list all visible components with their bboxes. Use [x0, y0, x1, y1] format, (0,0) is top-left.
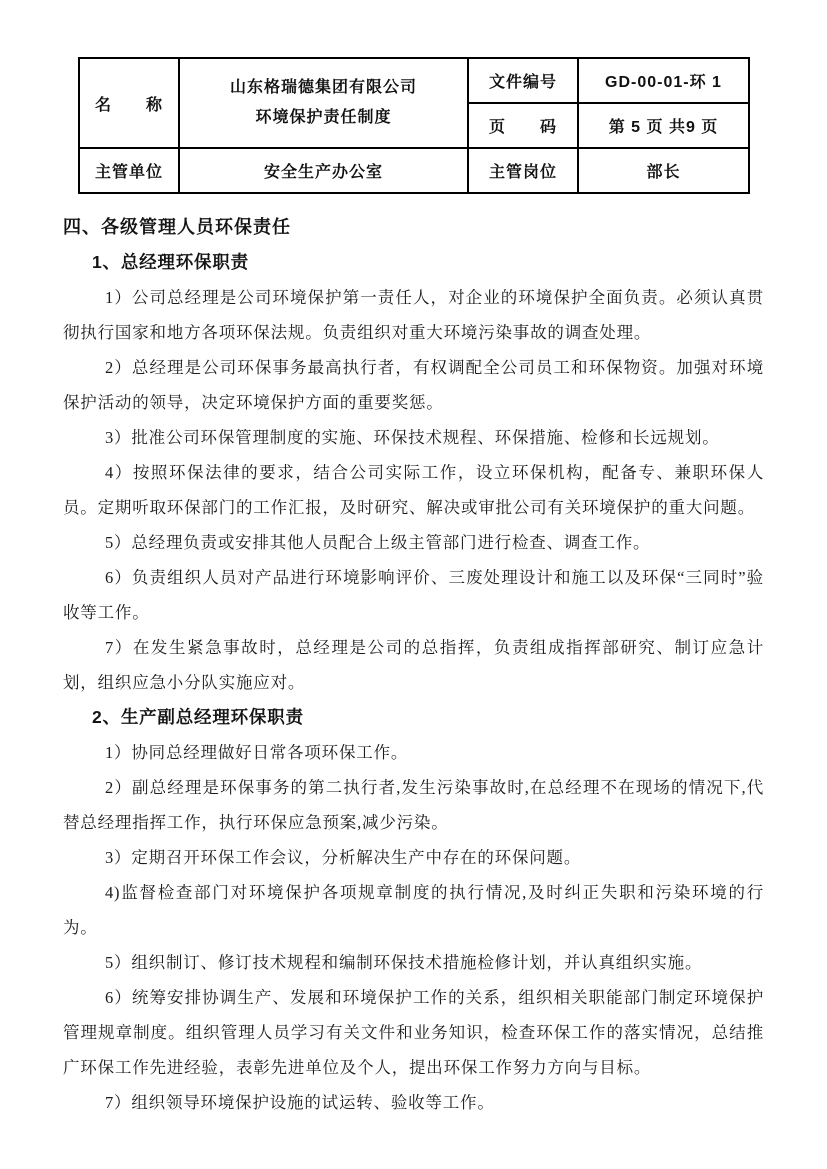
supervising-unit-value: 安全生产办公室 [179, 148, 468, 193]
section-1-item-1: 1）公司总经理是公司环境保护第一责任人，对企业的环境保护全面负责。必须认真贯彻执行国家和地方各项环保法规。负责组织对重大环境污染事故的调查处理。 [63, 288, 764, 342]
name-label: 名 称 [79, 58, 179, 148]
supervising-post-value: 部长 [578, 148, 749, 193]
supervising-unit-label: 主管单位 [79, 148, 179, 193]
chapter-title: 四、各级管理人员环保责任 [63, 217, 291, 237]
section-2-item-2: 2）副总经理是环保事务的第二执行者,发生污染事故时,在总经理不在现场的情况下,代替总经理指挥工作，执行环保应急预案,减少污染。 [63, 778, 764, 832]
doc-number-label: 文件编号 [468, 58, 578, 103]
document-header-table [78, 57, 750, 194]
section-2-item-1: 1）协同总经理做好日常各项环保工作。 [105, 743, 409, 762]
supervising-post-label: 主管岗位 [468, 148, 578, 193]
section-2-item-4: 4)监督检查部门对环境保护各项规章制度的执行情况,及时纠正失职和污染环境的行为。 [63, 883, 764, 937]
document-body [63, 210, 764, 1120]
section-2-heading: 2、生产副总经理环保职责 [92, 707, 304, 727]
section-1-item-3: 3）批准公司环保管理制度的实施、环保技术规程、环保措施、检修和长远规划。 [105, 428, 720, 447]
name-value [179, 58, 468, 148]
table-row [79, 58, 749, 103]
table-row [79, 148, 749, 193]
section-1-item-4: 4）按照环保法律的要求，结合公司实际工作，设立环保机构，配备专、兼职环保人员。定期听取环保部门的工作汇报，及时研究、解决或审批公司有关环境保护的重大问题。 [63, 463, 764, 517]
section-1-item-6: 6）负责组织人员对产品进行环境影响评价、三废处理设计和施工以及环保“三同时”验收等工作。 [63, 568, 764, 622]
section-2-item-6: 6）统筹安排协调生产、发展和环境保护工作的关系，组织相关职能部门制定环境保护管理规章制度。组织管理人员学习有关文件和业务知识，检查环保工作的落实情况，总结推广环保工作先进经验，表彰先进单位及个人，提出环保工作努力方向与目标。 [63, 988, 764, 1077]
doc-number-value: GD-00-01-环 1 [578, 58, 749, 103]
document-title: 环境保护责任制度 [255, 109, 392, 126]
section-2-item-5: 5）组织制订、修订技术规程和编制环保技术措施检修计划，并认真组织实施。 [105, 953, 703, 972]
page-number-value: 第 5 页 共9 页 [578, 103, 749, 148]
section-1-item-7: 7）在发生紧急事故时，总经理是公司的总指挥，负责组成指挥部研究、制订应急计划，组织应急小分队实施应对。 [63, 638, 764, 692]
section-1-item-2: 2）总经理是公司环保事务最高执行者，有权调配全公司员工和环保物资。加强对环境保护活动的领导，决定环境保护方面的重要奖惩。 [63, 358, 764, 412]
section-1-item-5: 5）总经理负责或安排其他人员配合上级主管部门进行检查、调查工作。 [105, 533, 651, 552]
section-2-item-7: 7）组织领导环境保护设施的试运转、验收等工作。 [105, 1093, 495, 1112]
page-label: 页 码 [468, 103, 578, 148]
section-1-heading: 1、总经理环保职责 [92, 252, 249, 272]
section-2-item-3: 3）定期召开环保工作会议，分析解决生产中存在的环保问题。 [105, 848, 582, 867]
company-name: 山东格瑞德集团有限公司 [229, 79, 417, 96]
